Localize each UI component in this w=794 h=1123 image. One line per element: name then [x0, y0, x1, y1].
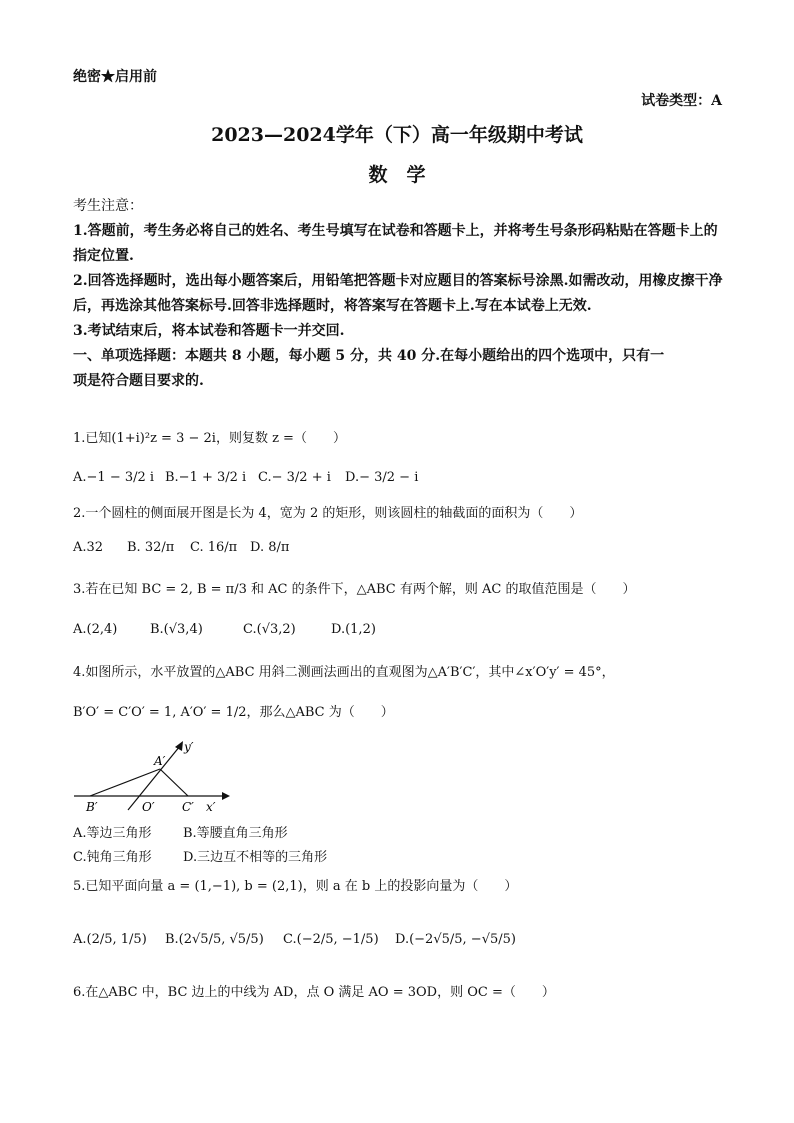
- notice-item-1: 1.答题前，考生务必将自己的姓名、考生号填写在试卷和答题卡上，并将考生号条形码粘贴在答题卡上的指定位置.: [73, 223, 718, 264]
- notice-block: [73, 194, 723, 394]
- q5-stem: 5.已知平面向量 a = (1,−1), b = (2,1)，则 a 在 b 上的投影向量为（ ）: [73, 879, 518, 894]
- q4-option-d: D.三边互不相等的三角形: [183, 850, 328, 865]
- q4-option-c: C.钝角三角形: [73, 850, 152, 865]
- q6-stem: 6.在△ABC 中，BC 边上的中线为 AD，点 O 满足 AO = 3OD，则 OC =（ ）: [73, 985, 555, 1000]
- q1-option-d: D.− 3/2 − i: [345, 470, 419, 485]
- label-x: x′: [206, 800, 216, 814]
- q1-option-b: B.−1 + 3/2 i: [165, 470, 247, 485]
- q3-option-b: B.(√3,4): [150, 622, 203, 637]
- label-y: y′: [184, 740, 194, 754]
- q5-option-b: B.(2√5/5, √5/5): [165, 932, 264, 947]
- q2-option-c: C. 16/π: [190, 540, 238, 555]
- x-axis-arrow: [222, 792, 230, 800]
- q5-option-c: C.(−2/5, −1/5): [283, 932, 379, 947]
- q1-stem: 1.已知(1+i)²z = 3 − 2i，则复数 z =（ ）: [73, 431, 346, 446]
- q3-stem: 3.若在已知 BC = 2, B = π/3 和 AC 的条件下，△ABC 有两个解，则 AC 的取值范围是（ ）: [73, 582, 636, 597]
- q4-stem-line2: B′O′ = C′O′ = 1, A′O′ = 1/2，那么△ABC 为（ ）: [73, 705, 394, 720]
- notice-item-2: 2.回答选择题时，选出每小题答案后，用铅笔把答题卡对应题目的答案标号涂黑.如需改动，用橡皮擦干净后，再选涂其他答案标号.回答非选择题时，将答案写在答题卡上.写在本试卷上无效.: [73, 273, 723, 314]
- subject-title: 数 学: [368, 164, 426, 186]
- secret-label: 绝密★启用前: [73, 69, 157, 85]
- q2-stem: 2.一个圆柱的侧面展开图是长为 4，宽为 2 的矩形，则该圆柱的轴截面的面积为（ ）: [73, 506, 583, 521]
- q1-option-a: A.−1 − 3/2 i: [73, 470, 155, 485]
- label-b: B′: [86, 800, 98, 814]
- q5-option-d: D.(−2√5/5, −√5/5): [395, 932, 516, 947]
- label-c: C′: [182, 800, 194, 814]
- q3-option-c: C.(√3,2): [243, 622, 296, 637]
- q4-option-a: A.等边三角形: [73, 826, 152, 841]
- section-heading-line2: 项是符合题目要求的.: [73, 373, 204, 389]
- q2-option-d: D. 8/π: [250, 540, 290, 555]
- section-heading-line1: 一、单项选择题：本题共 8 小题，每小题 5 分，共 40 分.在每小题给出的四个选项中，只有一: [73, 348, 665, 364]
- q3-option-a: A.(2,4): [73, 622, 118, 637]
- q3-option-d: D.(1,2): [331, 622, 376, 637]
- q1-option-c: C.− 3/2 + i: [258, 470, 331, 485]
- notice-item-3: 3.考试结束后，将本试卷和答题卡一并交回.: [73, 323, 345, 339]
- edge-a-b: [90, 769, 160, 796]
- y-axis-arrow: [175, 741, 183, 751]
- notice-heading: 考生注意：: [73, 198, 143, 214]
- q4-stem-line1: 4.如图所示，水平放置的△ABC 用斜二测画法画出的直观图为△A′B′C′，其中∠x′O′y′ = 45°，: [73, 665, 615, 680]
- q4-option-b: B.等腰直角三角形: [183, 826, 288, 841]
- oblique-projection-figure: [70, 735, 240, 815]
- label-o: O′: [142, 800, 155, 814]
- exam-title: 2023—2024学年（下）高一年级期中考试: [211, 124, 583, 146]
- paper-type: 试卷类型：A: [641, 93, 722, 109]
- q5-option-a: A.(2/5, 1/5): [73, 932, 147, 947]
- q2-option-a: A.32: [73, 540, 104, 555]
- label-a: A′: [154, 754, 166, 768]
- edge-a-c: [160, 769, 188, 796]
- q2-option-b: B. 32/π: [127, 540, 175, 555]
